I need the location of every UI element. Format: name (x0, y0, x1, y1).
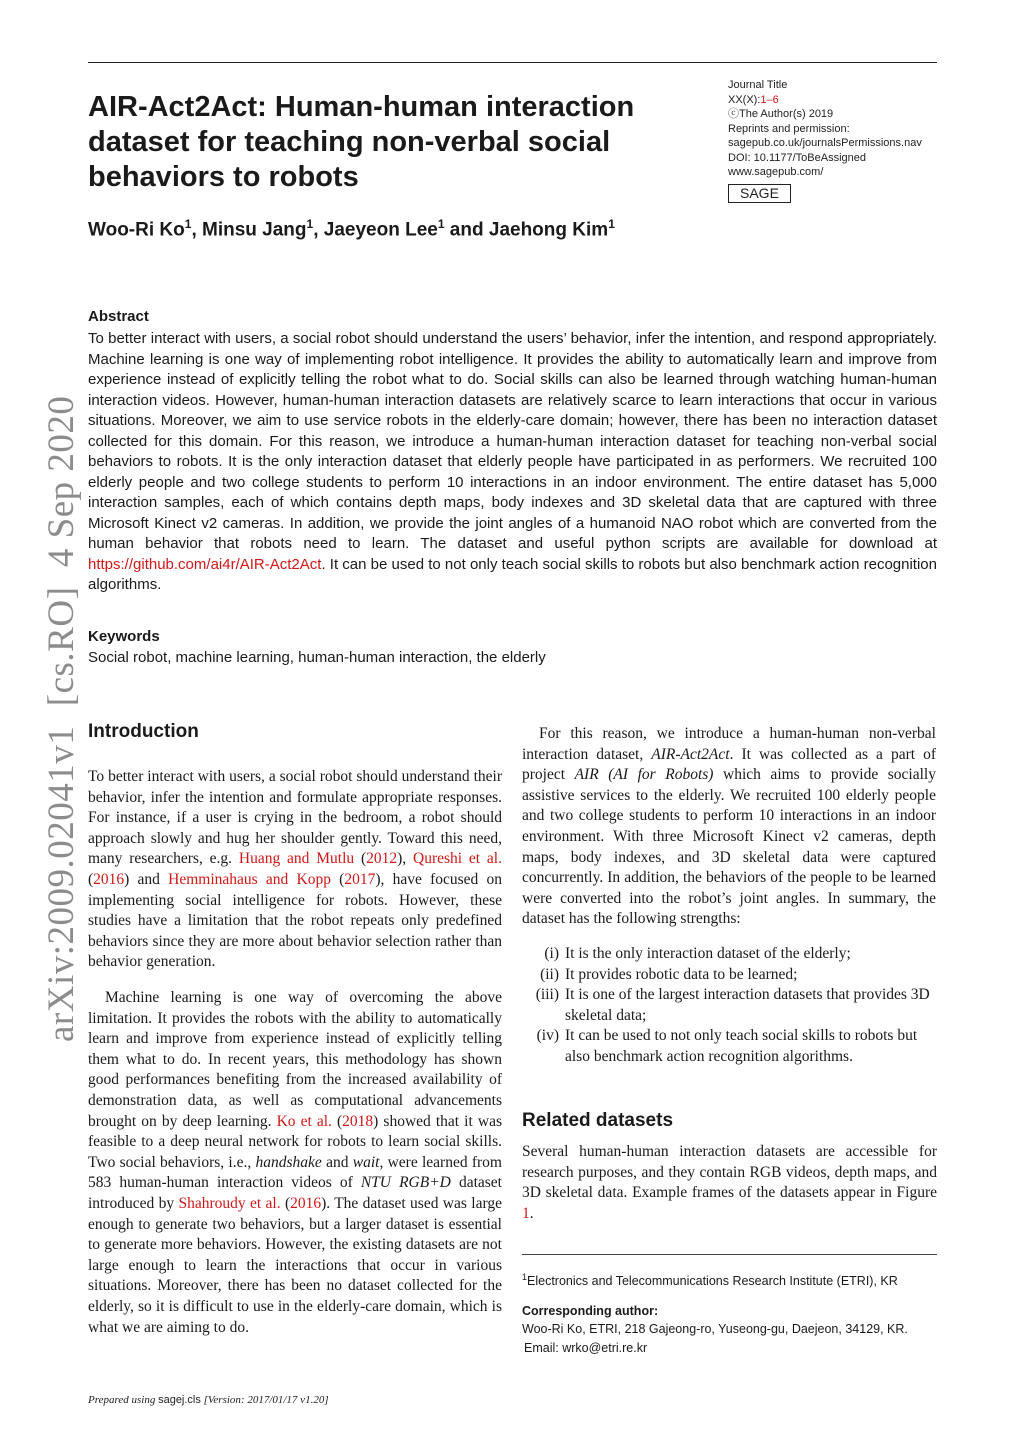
author-name: Woo-Ri Ko (88, 219, 185, 241)
keywords-text: Social robot, machine learning, human-human interaction, the elderly (88, 649, 546, 666)
citation-year-link[interactable]: 2017 (344, 870, 376, 888)
author-affiliation: 1 (184, 217, 192, 231)
journal-info (728, 78, 958, 203)
list-item: (iv) It can be used to not only teach social skills to robots but also benchmark action recognition algorithms. (536, 1027, 918, 1065)
list-item: (ii) It provides robotic data to be learned; (540, 965, 798, 983)
intro-paragraph-1: To better interact with users, a social robot should understand their behavior, infer the intention and formulate appropriate responses. For instance, if a user is crying in the bedroom, a robot should approach slowly and hug her shoulder gently. Toward this need, many researchers, e.g. Huang and Mutlu (2012), Qureshi et al. (2016) and Hemminahaus and Kopp (2017), have focused on implementing social intelligence for robots. However, these studies have a limitation that the robot repeats only predefined behaviors since they are more about behavior selection rather than behavior generation. (88, 768, 502, 971)
journal-title: Journal Title (728, 79, 788, 91)
citation-link[interactable]: Ko et al. (276, 1112, 332, 1130)
journal-doi: DOI: 10.1177/ToBeAssigned (728, 151, 866, 164)
citation-link[interactable]: Hemminahaus and Kopp (168, 870, 331, 888)
figure-ref-link[interactable]: 1 (522, 1204, 530, 1222)
journal-copyright: ⓒThe Author(s) 2019 (728, 108, 834, 120)
corresponding-author-heading: Corresponding author: (522, 1304, 659, 1318)
keywords-heading: Keywords (88, 628, 160, 645)
github-link[interactable]: https://github.com/ai4r/AIR-Act2Act (88, 555, 322, 573)
introduction-heading: Introduction (88, 721, 199, 742)
intro-paragraph-3: For this reason, we introduce a human-human non-verbal interaction dataset, AIR-Act2Act. It was collected as a part of project AIR (AI for Robots) which aims to provide socially assistive services to the elderly. We recruited 100 elderly people and two college students to perform 10 interactions in an indoor environment. With three Microsoft Kinect v2 cameras, depth maps, body indexes, and 3D skeletal data were captured concurrently. In addition, the behaviors of the people to be learned were converted into the robot’s joint angles. In summary, the dataset has the following strengths: (522, 725, 937, 928)
author-name: Jaeyeon Lee (323, 219, 438, 241)
strengths-list (522, 944, 937, 1068)
corresponding-author-address: Woo-Ri Ko, ETRI, 218 Gajeong-ro, Yuseong-gu, Daejeon, 34129, KR. (522, 1322, 908, 1336)
intro-paragraph-2: Machine learning is one way of overcoming the above limitation. It provides the robots with the ability to automatically learn and improve from experience instead of explicitly telling them what to do. In recent years, this methodology has shown good performances benefiting from the increased availability of demonstration data, as well as computational advancements brought on by deep learning. Ko et al. (2018) showed that it was feasible to a deep neural network for robots to learn social skills. Two social behaviors, i.e., handshake and wait, were learned from 583 human-human interaction videos of NTU RGB+D dataset introduced by Shahroudy et al. (2016). The dataset used was large enough to generate two behaviors, but a larger dataset is essential to generate more behaviors. However, the existing datasets are not large enough to learn the interactions that occur in various situations. Moreover, there has been no dataset collected for the elderly, so it is difficult to use in the elderly-care domain, which is what we are aiming to do. (88, 989, 502, 1336)
journal-reprints-url: sagepub.co.uk/journalsPermissions.nav (728, 137, 922, 149)
journal-volume: XX(X):1–6 (728, 93, 779, 106)
citation-year-link[interactable]: 2016 (290, 1194, 322, 1212)
citation-link[interactable]: Huang and Mutlu (238, 850, 355, 868)
corresponding-author-email: Email: wrko@etri.re.kr (524, 1341, 648, 1355)
abstract-text: To better interact with users, a social robot should understand the users’ behavior, infer the intention, and respond appropriately. Machine learning is one way of implementing robot intelligence. It provides the ability to automatically learn and improve from experience instead of explicitly telling the robot what to do. Social skills can also be learned through watching human-human interaction videos. However, human-human interaction datasets are relatively scarce to learn interactions that occur in various situations. Moreover, we aim to use service robots in the elderly-care domain; however, there has been no interaction dataset collected for this domain. For this reason, we introduce a human-human interaction dataset for teaching non-verbal social behaviors to robots. It is the only interaction dataset that elderly people have participated in as performers. We recruited 100 elderly people and two college students to perform 10 interactions in an indoor environment. The entire dataset has 5,000 interaction samples, each of which contains depth maps, body indexes and 3D skeletal data that are captured with three Microsoft Kinect v2 cameras. In addition, we provide the joint angles of a humanoid NAO robot which are converted from the human behavior that robots need to learn. The dataset and useful python scripts are available for download at https://github.com/ai4r/AIR-Act2Act. It can be used to not only teach social skills to robots but also benchmark action recognition algorithms. (88, 330, 937, 593)
paper-title: AIR-Act2Act: Human-human interaction dataset for teaching non-verbal social behaviors to robots (88, 91, 635, 193)
sage-logo: SAGE (728, 184, 791, 203)
author-affiliation: 1 (306, 217, 314, 231)
citation-link[interactable]: Shahroudy et al. (178, 1194, 281, 1212)
related-datasets-heading: Related datasets (522, 1110, 674, 1131)
author-affiliation: 1 (437, 217, 445, 231)
citation-year-link[interactable]: 2012 (366, 850, 398, 868)
list-item: (i) It is the only interaction dataset of the elderly; (544, 945, 851, 962)
author-affiliation: 1 (608, 217, 615, 231)
footnote-rule (522, 1254, 937, 1255)
journal-reprints: Reprints and permission: (728, 122, 850, 135)
author-name: Minsu Jang (202, 219, 307, 241)
affiliation-footnote: $^1$Electronics and Telecommunications Research Institute (ETRI), KR (522, 1272, 898, 1289)
citation-link[interactable]: Qureshi et al. (413, 850, 502, 868)
prepared-using-line: Prepared using sagej.cls [Version: 2017/01/17 v1.20] (88, 1394, 329, 1406)
citation-year-link[interactable]: 2018 (342, 1112, 374, 1130)
arxiv-identifier: arXiv:2009.02041v1 [cs.RO] 4 Sep 2020 (41, 395, 82, 1042)
journal-website: www.sagepub.com/ (728, 166, 824, 178)
abstract-heading: Abstract (88, 308, 149, 325)
related-paragraph: Several human-human interaction datasets are accessible for research purposes, and they contain RGB videos, depth maps, and 3D skeletal data. Example frames of the datasets appear in Figure 1. (522, 1143, 937, 1222)
author-name: Jaehong Kim (488, 219, 609, 241)
top-rule (88, 62, 937, 63)
author-list: Woo-Ri Ko$^1$, Minsu Jang$^1$, Jaeyeon Lee$^1$ and Jaehong Kim$^1$ (88, 217, 615, 241)
citation-year-link[interactable]: 2016 (93, 870, 125, 888)
journal-pages-link[interactable]: 1–6 (760, 93, 779, 106)
list-item: (iii) It is one of the largest interaction datasets that provides 3D skeletal data; (535, 986, 930, 1024)
